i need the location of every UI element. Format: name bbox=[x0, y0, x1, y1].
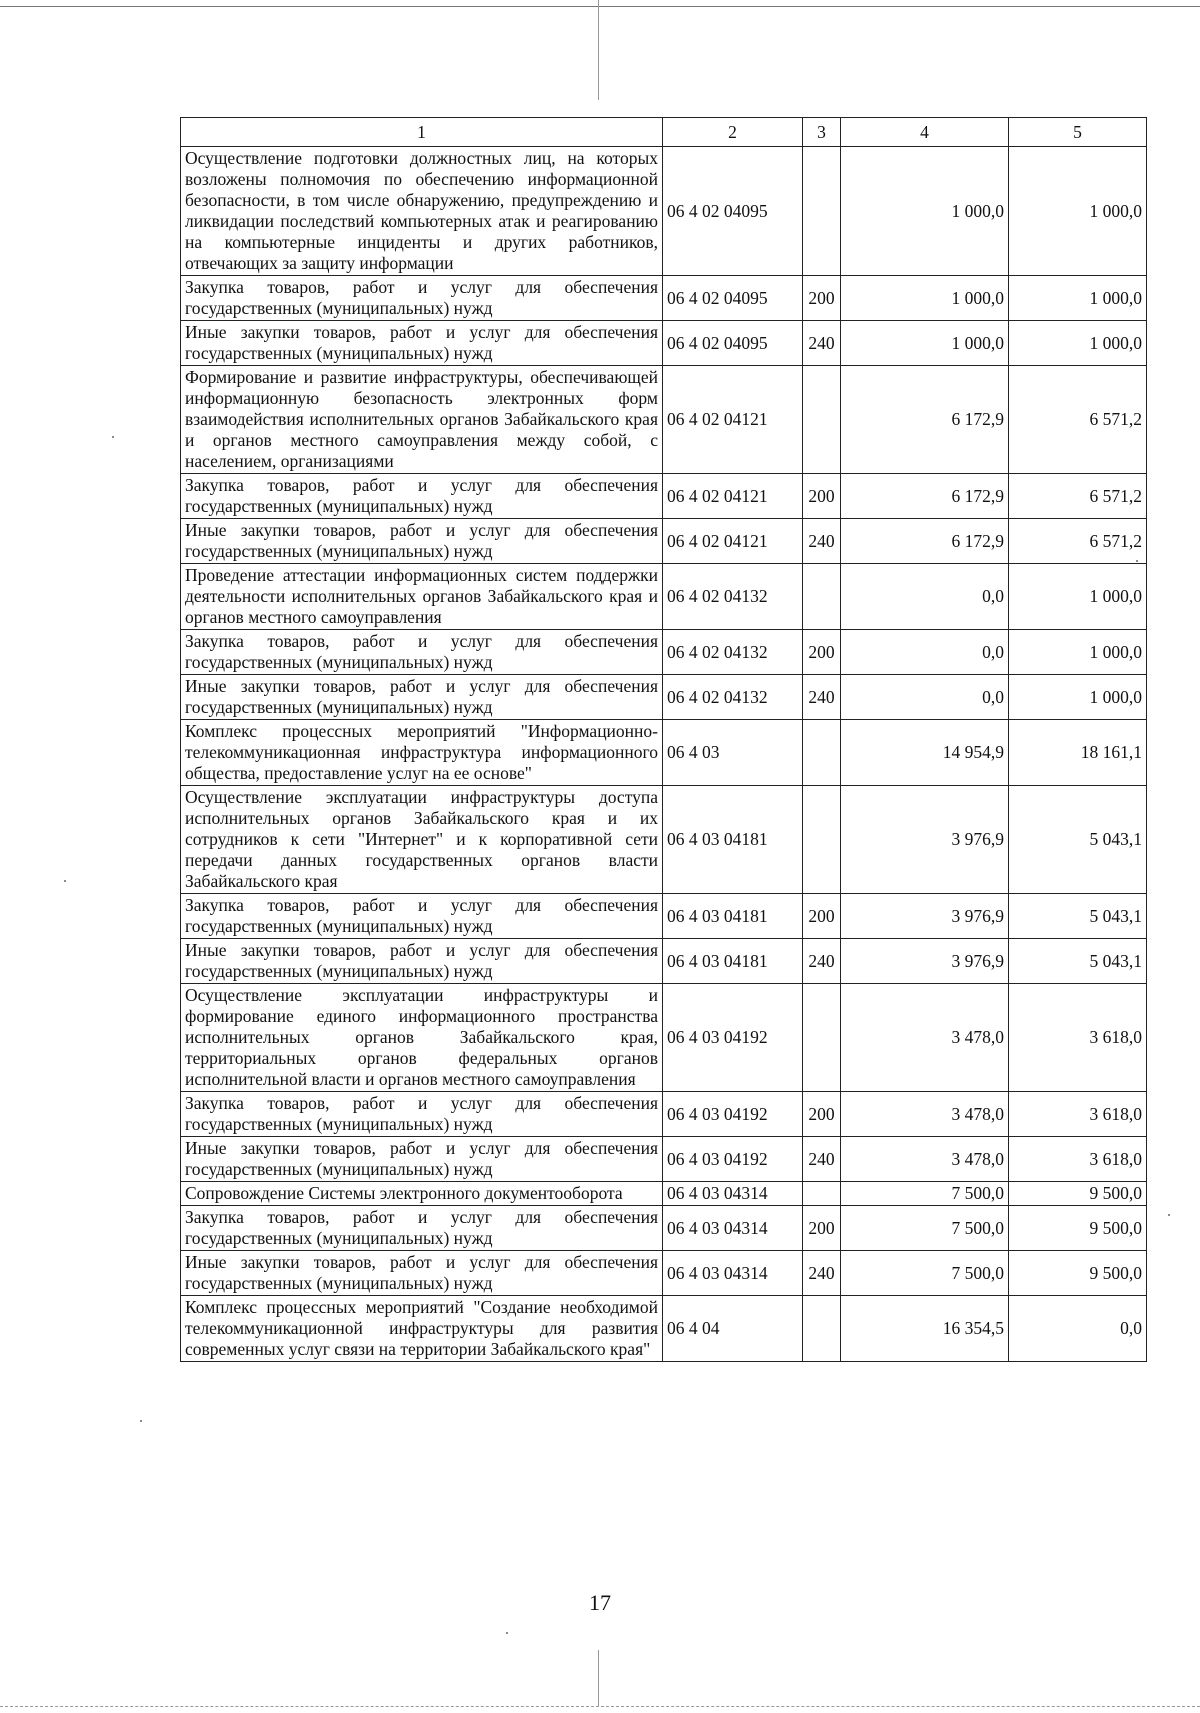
row-kvr: 200 bbox=[803, 276, 841, 321]
row-code: 06 4 02 04132 bbox=[663, 675, 803, 720]
row-name: Осуществление эксплуатации инфраструктуры доступа исполнительных органов Забайкальского края и их сотрудников к сети "Интернет" и к корпоративной сети передачи данных государственных органов власти Забайкальского края bbox=[181, 786, 663, 894]
scan-speck bbox=[506, 1632, 508, 1634]
row-sum-2: 5 043,1 bbox=[1009, 786, 1147, 894]
row-name: Осуществление подготовки должностных лиц, на которых возложены полномочия по обеспечению информационной безопасности, в том числе обнаружению, предупреждению и ликвидации последствий компьютерных атак и реагированию на компьютерные инциденты и других работников, отвечающих за защиту информации bbox=[181, 147, 663, 276]
row-sum-2: 1 000,0 bbox=[1009, 321, 1147, 366]
row-sum-1: 0,0 bbox=[841, 675, 1009, 720]
row-sum-1: 3 478,0 bbox=[841, 1092, 1009, 1137]
row-sum-2: 3 618,0 bbox=[1009, 1137, 1147, 1182]
row-code: 06 4 02 04095 bbox=[663, 276, 803, 321]
row-kvr bbox=[803, 564, 841, 630]
scan-speck bbox=[64, 880, 66, 882]
column-header-name: 1 bbox=[181, 118, 663, 147]
table-row bbox=[181, 720, 1147, 786]
row-sum-1: 7 500,0 bbox=[841, 1251, 1009, 1296]
row-sum-1: 0,0 bbox=[841, 564, 1009, 630]
scan-speck bbox=[140, 1420, 142, 1422]
fold-mark-bottom bbox=[598, 1650, 599, 1706]
row-name: Формирование и развитие инфраструктуры, обеспечивающей информационную безопасность электронных форм взаимодействия исполнительных органов Забайкальского края и органов местного самоуправления между собой, с населением, организациями bbox=[181, 366, 663, 474]
row-code: 06 4 03 04181 bbox=[663, 939, 803, 984]
row-sum-2: 1 000,0 bbox=[1009, 630, 1147, 675]
column-header-kvr: 3 bbox=[803, 118, 841, 147]
scan-speck bbox=[112, 436, 114, 438]
fold-mark-top bbox=[598, 0, 599, 100]
row-kvr bbox=[803, 720, 841, 786]
row-name: Закупка товаров, работ и услуг для обеспечения государственных (муниципальных) нужд bbox=[181, 630, 663, 675]
table-row bbox=[181, 1206, 1147, 1251]
row-name: Иные закупки товаров, работ и услуг для обеспечения государственных (муниципальных) нужд bbox=[181, 1137, 663, 1182]
row-code: 06 4 04 bbox=[663, 1296, 803, 1362]
row-code: 06 4 02 04121 bbox=[663, 474, 803, 519]
row-name: Иные закупки товаров, работ и услуг для обеспечения государственных (муниципальных) нужд bbox=[181, 939, 663, 984]
row-code: 06 4 03 04314 bbox=[663, 1206, 803, 1251]
row-code: 06 4 02 04132 bbox=[663, 630, 803, 675]
table-row bbox=[181, 939, 1147, 984]
table-row bbox=[181, 321, 1147, 366]
row-code: 06 4 02 04121 bbox=[663, 366, 803, 474]
row-sum-2: 9 500,0 bbox=[1009, 1206, 1147, 1251]
row-sum-1: 3 976,9 bbox=[841, 786, 1009, 894]
row-sum-2: 1 000,0 bbox=[1009, 147, 1147, 276]
row-sum-2: 0,0 bbox=[1009, 1296, 1147, 1362]
table-row bbox=[181, 894, 1147, 939]
row-name: Закупка товаров, работ и услуг для обеспечения государственных (муниципальных) нужд bbox=[181, 1206, 663, 1251]
row-code: 06 4 02 04095 bbox=[663, 147, 803, 276]
row-name: Иные закупки товаров, работ и услуг для обеспечения государственных (муниципальных) нужд bbox=[181, 675, 663, 720]
row-name: Иные закупки товаров, работ и услуг для обеспечения государственных (муниципальных) нужд bbox=[181, 321, 663, 366]
row-kvr bbox=[803, 786, 841, 894]
row-kvr: 200 bbox=[803, 894, 841, 939]
table-row bbox=[181, 564, 1147, 630]
row-sum-2: 5 043,1 bbox=[1009, 939, 1147, 984]
table-row bbox=[181, 630, 1147, 675]
row-kvr: 240 bbox=[803, 321, 841, 366]
row-code: 06 4 03 04192 bbox=[663, 1137, 803, 1182]
table-row bbox=[181, 786, 1147, 894]
row-sum-1: 14 954,9 bbox=[841, 720, 1009, 786]
table-row bbox=[181, 1092, 1147, 1137]
row-name: Сопровождение Системы электронного документооборота bbox=[181, 1182, 663, 1206]
row-code: 06 4 03 04192 bbox=[663, 1092, 803, 1137]
row-code: 06 4 03 04181 bbox=[663, 786, 803, 894]
row-code: 06 4 02 04095 bbox=[663, 321, 803, 366]
row-kvr: 200 bbox=[803, 474, 841, 519]
row-name: Закупка товаров, работ и услуг для обеспечения государственных (муниципальных) нужд bbox=[181, 1092, 663, 1137]
row-kvr bbox=[803, 984, 841, 1092]
scan-edge-top bbox=[0, 6, 1200, 7]
row-name: Закупка товаров, работ и услуг для обеспечения государственных (муниципальных) нужд bbox=[181, 474, 663, 519]
row-name: Осуществление эксплуатации инфраструктуры и формирование единого информационного пространства исполнительных органов Забайкальского края, территориальных органов федеральных органов исполнительной власти и органов местного самоуправления bbox=[181, 984, 663, 1092]
column-header-code: 2 bbox=[663, 118, 803, 147]
row-sum-2: 3 618,0 bbox=[1009, 1092, 1147, 1137]
budget-table bbox=[180, 117, 1147, 1362]
row-sum-1: 16 354,5 bbox=[841, 1296, 1009, 1362]
row-name: Закупка товаров, работ и услуг для обеспечения государственных (муниципальных) нужд bbox=[181, 894, 663, 939]
row-code: 06 4 03 04192 bbox=[663, 984, 803, 1092]
table-row bbox=[181, 984, 1147, 1092]
row-sum-1: 3 976,9 bbox=[841, 894, 1009, 939]
row-sum-1: 7 500,0 bbox=[841, 1182, 1009, 1206]
table-row bbox=[181, 366, 1147, 474]
row-code: 06 4 03 bbox=[663, 720, 803, 786]
row-name: Иные закупки товаров, работ и услуг для обеспечения государственных (муниципальных) нужд bbox=[181, 519, 663, 564]
row-sum-2: 3 618,0 bbox=[1009, 984, 1147, 1092]
row-sum-1: 3 478,0 bbox=[841, 1137, 1009, 1182]
row-sum-1: 3 976,9 bbox=[841, 939, 1009, 984]
row-sum-2: 6 571,2 bbox=[1009, 519, 1147, 564]
row-kvr: 240 bbox=[803, 1251, 841, 1296]
table-row bbox=[181, 1182, 1147, 1206]
table-header-row bbox=[181, 118, 1147, 147]
row-sum-1: 6 172,9 bbox=[841, 519, 1009, 564]
row-sum-2: 18 161,1 bbox=[1009, 720, 1147, 786]
row-sum-2: 5 043,1 bbox=[1009, 894, 1147, 939]
row-name: Комплекс процессных мероприятий "Создание необходимой телекоммуникационной инфраструктуры для развития современных услуг связи на территории Забайкальского края" bbox=[181, 1296, 663, 1362]
row-kvr bbox=[803, 147, 841, 276]
row-sum-1: 1 000,0 bbox=[841, 147, 1009, 276]
scan-speck bbox=[1168, 1214, 1170, 1216]
row-kvr: 200 bbox=[803, 630, 841, 675]
row-kvr: 240 bbox=[803, 1137, 841, 1182]
row-sum-2: 6 571,2 bbox=[1009, 366, 1147, 474]
row-name: Закупка товаров, работ и услуг для обеспечения государственных (муниципальных) нужд bbox=[181, 276, 663, 321]
row-kvr bbox=[803, 1182, 841, 1206]
row-code: 06 4 03 04314 bbox=[663, 1251, 803, 1296]
row-sum-1: 6 172,9 bbox=[841, 474, 1009, 519]
row-sum-1: 1 000,0 bbox=[841, 321, 1009, 366]
row-sum-2: 9 500,0 bbox=[1009, 1182, 1147, 1206]
row-kvr: 240 bbox=[803, 939, 841, 984]
table-row bbox=[181, 1251, 1147, 1296]
row-sum-1: 3 478,0 bbox=[841, 984, 1009, 1092]
row-sum-1: 1 000,0 bbox=[841, 276, 1009, 321]
row-name: Иные закупки товаров, работ и услуг для обеспечения государственных (муниципальных) нужд bbox=[181, 1251, 663, 1296]
table-row bbox=[181, 1296, 1147, 1362]
row-sum-2: 1 000,0 bbox=[1009, 276, 1147, 321]
row-code: 06 4 03 04181 bbox=[663, 894, 803, 939]
row-name: Проведение аттестации информационных систем поддержки деятельности исполнительных органов Забайкальского края и органов местного самоуправления bbox=[181, 564, 663, 630]
row-kvr bbox=[803, 366, 841, 474]
table-row bbox=[181, 519, 1147, 564]
row-kvr: 200 bbox=[803, 1206, 841, 1251]
row-name: Комплекс процессных мероприятий "Информационно-телекоммуникационная инфраструктура информационного общества, предоставление услуг на ее основе" bbox=[181, 720, 663, 786]
row-sum-1: 7 500,0 bbox=[841, 1206, 1009, 1251]
row-kvr: 240 bbox=[803, 675, 841, 720]
page-number: 17 bbox=[589, 1590, 611, 1615]
table-row bbox=[181, 474, 1147, 519]
column-header-sum-2: 5 bbox=[1009, 118, 1147, 147]
row-sum-1: 0,0 bbox=[841, 630, 1009, 675]
scan-edge-bottom bbox=[0, 1706, 1200, 1707]
row-kvr: 200 bbox=[803, 1092, 841, 1137]
column-header-sum-1: 4 bbox=[841, 118, 1009, 147]
row-sum-2: 1 000,0 bbox=[1009, 564, 1147, 630]
table-row bbox=[181, 147, 1147, 276]
row-kvr bbox=[803, 1296, 841, 1362]
row-code: 06 4 02 04121 bbox=[663, 519, 803, 564]
row-sum-1: 6 172,9 bbox=[841, 366, 1009, 474]
table-row bbox=[181, 675, 1147, 720]
row-sum-2: 1 000,0 bbox=[1009, 675, 1147, 720]
row-code: 06 4 02 04132 bbox=[663, 564, 803, 630]
row-kvr: 240 bbox=[803, 519, 841, 564]
table-row bbox=[181, 276, 1147, 321]
row-sum-2: 9 500,0 bbox=[1009, 1251, 1147, 1296]
row-code: 06 4 03 04314 bbox=[663, 1182, 803, 1206]
table-row bbox=[181, 1137, 1147, 1182]
row-sum-2: 6 571,2 bbox=[1009, 474, 1147, 519]
